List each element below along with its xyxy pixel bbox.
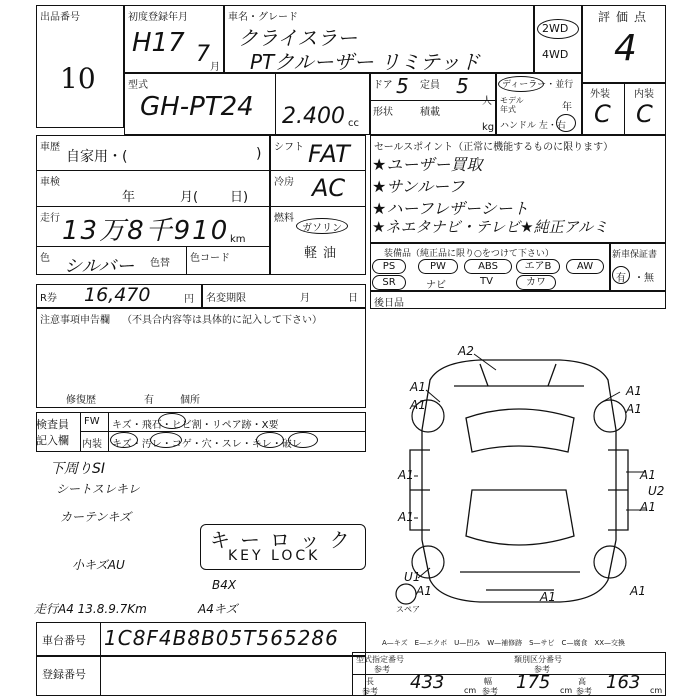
drive-box [534, 5, 582, 73]
dmg-label-6: A1 [398, 468, 414, 482]
lot-value: 10 [60, 62, 96, 95]
mileage-unit: km [230, 234, 246, 245]
equip-ps: PS [372, 259, 406, 274]
dmg-label-7: A1 [640, 468, 656, 482]
hand-note-1: 下周りSI [50, 461, 106, 477]
cert-label: 新車保証書 [612, 250, 658, 260]
dmg-label-12: A1 [540, 590, 556, 604]
equip-abs: ABS [464, 259, 512, 274]
fuel-gas: ガソリン [302, 223, 342, 234]
mark-cut [288, 432, 318, 448]
equip-aw: AW [566, 259, 604, 274]
deadline-day: 日 [348, 293, 358, 304]
recycle-value: 16,470 [84, 284, 151, 306]
inspector-label-2: 記入欄 [36, 434, 69, 447]
deadline-month: 月 [300, 293, 310, 304]
type-divider [275, 73, 276, 135]
name-label: 車名・グレード [228, 12, 298, 23]
equip-sr: SR [372, 275, 406, 290]
deadline-label: 名変期限 [206, 293, 246, 304]
repair-value: 有 [144, 395, 154, 406]
inspector-row2: キズ・汚レ・コゲ・穴・スレ・キレ・破レ [112, 439, 302, 450]
fuel-label: 燃料 [274, 213, 294, 224]
history-divider-3 [36, 246, 270, 247]
shift-label: シフト [274, 142, 304, 153]
shift-value: FAT [308, 140, 350, 168]
cert-yes: 有 [616, 273, 626, 284]
dmg-label-5: A1 [626, 402, 642, 416]
model-year-label: モデル年式 [500, 96, 524, 114]
cc-value: 2.400 [282, 104, 345, 129]
equip-navi: ナビ [426, 280, 446, 291]
doors-label: ドア [373, 80, 393, 91]
repair-close: 個所 [180, 395, 200, 406]
selling-points-label: セールスポイント（正常に機能するものに限ります） [374, 142, 614, 153]
dmg-label-1: A2 [458, 344, 474, 358]
type-no-label: 型式指定番号 [356, 655, 404, 664]
cargo-unit: kg [482, 122, 495, 133]
fuel-diesel: 軽油 [304, 246, 343, 261]
car-outline [410, 360, 628, 602]
name-line1: クライスラー [238, 26, 358, 50]
class-no-ref: 参考 [534, 665, 550, 674]
equip-leather: カワ [516, 275, 556, 290]
width-unit: cm [560, 686, 573, 695]
hand-note-2: シートスレキレ [56, 482, 140, 496]
registration-divider [100, 656, 101, 696]
ext-label: 外装 [590, 89, 610, 100]
equip-pw: PW [418, 259, 458, 274]
selling-point-3: ★ハーフレザーシート [372, 199, 529, 218]
inspection-label: 車検 [40, 177, 60, 188]
color-code-label: 色コード [190, 253, 230, 264]
inspection-month: 月( [180, 190, 199, 205]
key-lock-en: KEY LOCK [228, 548, 321, 564]
type-no-ref: 参考 [374, 665, 390, 674]
width-value: 175 [516, 672, 551, 693]
height-ref: 参考 [576, 687, 592, 696]
hand-note-5: 走行A4 13.8.9.7Km [34, 602, 147, 616]
damage-legend: A—キズ E—エクボ U—凹み W—補修跡 S—サビ C—腐食 XX—交換 [382, 639, 626, 647]
recycle-label: R券 [40, 293, 57, 304]
mark-stone-chip [158, 413, 186, 429]
dmg-label-11: U1 [404, 570, 421, 584]
year-unit: 年 [562, 102, 572, 113]
inspector-row1-head: FW [84, 416, 100, 427]
hand-note-6: B4X [212, 578, 237, 592]
selling-point-2: ★サンルーフ [372, 177, 465, 196]
height-value: 163 [606, 672, 641, 693]
int-value: C [636, 100, 653, 128]
mark-scratch [110, 432, 138, 448]
seats-unit: 人 [482, 96, 492, 107]
history-divider-2 [36, 206, 270, 207]
dmg-label-10: A1 [640, 500, 656, 514]
equipment-label: 装備品（純正品に限り○をつけて下さい） [384, 249, 554, 259]
mark-wear [256, 432, 284, 448]
height-label: 高 [578, 677, 586, 686]
later-label: 後日品 [374, 298, 404, 309]
mileage-label: 走行 [40, 213, 60, 224]
vin-divider [100, 622, 101, 656]
grade-value: 4 [614, 28, 637, 69]
wheel-front-right [594, 400, 626, 432]
notes-hint: （不具合内容等は具体的に記入して下さい） [122, 315, 322, 326]
shift-divider-2 [270, 206, 366, 207]
dmg-label-8: U2 [648, 484, 665, 498]
shape-label: 形状 [373, 107, 393, 118]
dmg-label-9: A1 [398, 510, 414, 524]
mileage-value: 13万8千910 [62, 216, 230, 246]
height-unit: cm [650, 686, 663, 695]
spec-divider [370, 100, 496, 101]
repair-label: 修復歴 [66, 395, 96, 406]
drive-2wd: 2WD [542, 22, 569, 35]
hand-note-3: カーテンキズ [60, 510, 132, 524]
length-value: 433 [410, 672, 445, 693]
cargo-label: 積載 [420, 107, 440, 118]
int-label: 内装 [634, 89, 654, 100]
selling-point-4: ★ネエタナビ・テレビ★純正アルミ [372, 218, 608, 236]
dmg-label-4: A1 [410, 398, 426, 412]
registration-label: 登録番号 [42, 668, 86, 681]
cert-no: ・無 [634, 273, 654, 284]
dmg-label-13: A1 [630, 584, 646, 598]
dealer-label: ディーラー・並行 [502, 80, 574, 90]
seats-value: 5 [456, 74, 469, 98]
spare-tire [396, 584, 416, 604]
notes-label: 注意事項申告欄 [40, 315, 110, 326]
history-divider-1 [36, 170, 270, 171]
width-ref: 参考 [482, 687, 498, 696]
hand-note-7: A4キズ [198, 602, 238, 616]
grade-label: 評価点 [598, 10, 653, 24]
hand-note-4: 小キズAU [72, 558, 125, 572]
later-box [370, 291, 666, 309]
month-value: 7 [196, 42, 210, 67]
color-value: シルバー [64, 256, 135, 277]
history-value: 自家用・( [66, 149, 128, 165]
extint-divider [624, 83, 625, 135]
handle-label: ハンドル 左・右 [500, 121, 566, 131]
history-close: ) [256, 146, 262, 162]
length-unit: cm [464, 686, 477, 695]
dmg-label-3: A1 [626, 384, 642, 398]
vin-label: 車台番号 [42, 634, 86, 647]
inspector-row2-head: 内装 [82, 439, 102, 450]
key-lock-jp: キーロック [210, 528, 360, 552]
class-no-label: 類別区分番号 [514, 655, 562, 664]
equip-tv: TV [480, 276, 493, 287]
selling-point-1: ★ユーザー買取 [372, 155, 483, 174]
vin-value: 1C8F4B8B05T565286 [104, 626, 339, 650]
doors-value: 5 [396, 74, 409, 98]
length-label: 長 [366, 677, 374, 686]
shift-divider-1 [270, 170, 366, 171]
color-divider [186, 246, 187, 275]
month-unit: 月 [210, 62, 220, 73]
inspector-label-1: 検査員 [36, 418, 69, 431]
length-ref: 参考 [362, 687, 378, 696]
ext-value: C [594, 100, 611, 128]
mark-dirt [150, 432, 182, 448]
spare-label: スペア [396, 605, 420, 614]
dmg-label-14: A1 [416, 584, 432, 598]
inspector-col-2 [108, 412, 109, 452]
year-value: H17 [132, 28, 185, 58]
equip-airbag: エアB [516, 259, 560, 274]
cc-unit: cc [348, 118, 359, 129]
history-label: 車歴 [40, 142, 60, 153]
color-swap-label: 色替 [150, 258, 170, 269]
drive-4wd: 4WD [542, 48, 569, 61]
ac-label: 冷房 [274, 177, 294, 188]
width-label: 幅 [484, 677, 492, 686]
type-value: GH-PT24 [140, 92, 254, 122]
ac-value: AC [312, 174, 346, 202]
handle-right-circle [556, 114, 576, 132]
dmg-label-2: A1 [410, 380, 426, 394]
type-label: 型式 [128, 80, 148, 91]
name-line2: PTクルーザー リミテッド [250, 50, 481, 74]
inspection-year: 年 [122, 190, 136, 205]
inspection-day: 日) [230, 190, 249, 205]
lot-label: 出品番号 [40, 12, 80, 23]
year-label: 初度登録年月 [128, 12, 188, 23]
seats-label: 定員 [420, 80, 440, 91]
inspector-row1: キズ・飛石・ヒビ割・リペア跡・X要 [112, 420, 279, 431]
inspector-col [80, 412, 81, 452]
color-label: 色 [40, 253, 50, 264]
recycle-unit: 円 [184, 294, 194, 305]
